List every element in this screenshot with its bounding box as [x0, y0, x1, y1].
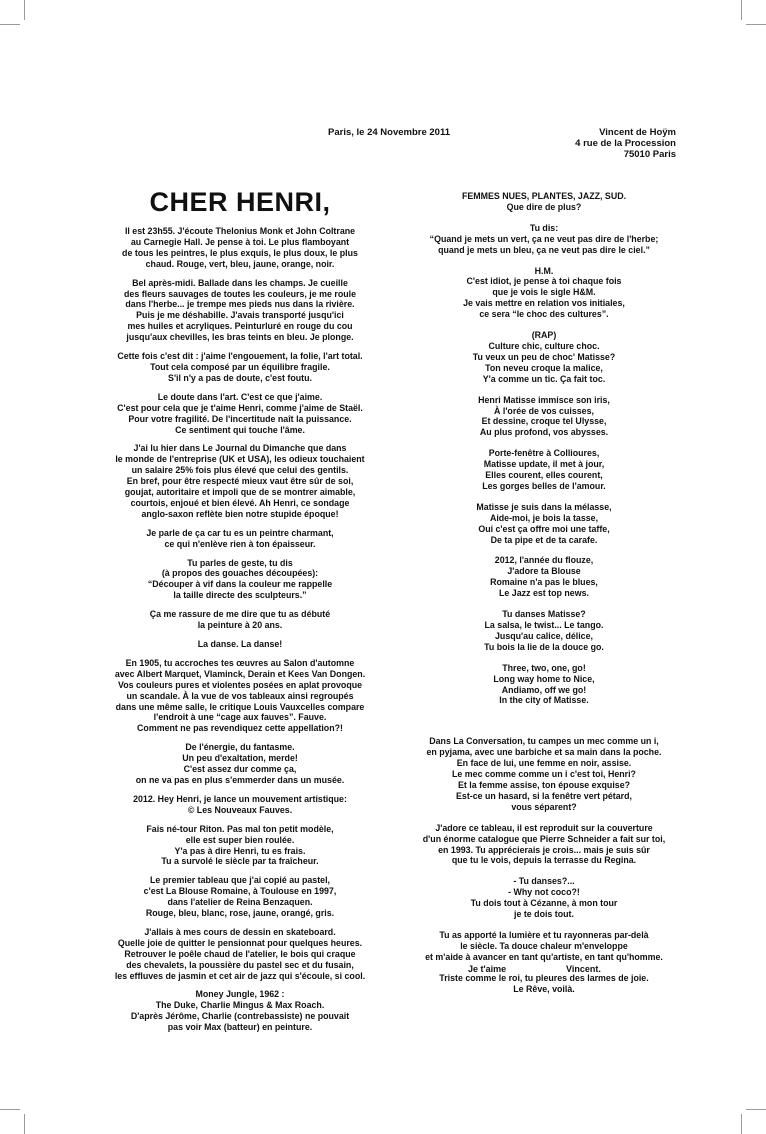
paragraph-spacer: [388, 599, 700, 609]
text-line: que tu le vois, depuis la terrasse du Regina.: [451, 855, 637, 866]
text-line: Henri Matisse immisce son iris,: [478, 394, 610, 405]
text-line: Vos couleurs pures et violentes posées en aplat provoque: [117, 679, 363, 690]
crop-mark: [24, 0, 25, 20]
letter-paragraph: [84, 609, 396, 631]
text-line: The Duke, Charlie Mingus & Max Roach.: [155, 1000, 325, 1011]
letter-paragraph: [388, 876, 700, 920]
letter-paragraph: [388, 330, 700, 385]
text-line: l'endroit à une “cage aux fauves”. Fauve.: [153, 712, 327, 723]
text-line: c'est La Blouse Romaine, à Toulouse en 1997,: [143, 886, 337, 897]
letter-paragraph: [388, 973, 700, 995]
paragraph-spacer: [84, 867, 396, 875]
text-line: Tu dois tout à Cézanne, à mon tour: [470, 898, 618, 909]
text-line: In the city of Matisse.: [499, 695, 589, 706]
letter-paragraph: [388, 663, 700, 707]
text-line: Je vais mettre en relation vos initiales,: [463, 298, 625, 309]
paragraph-spacer: [388, 256, 700, 266]
text-line: Un peu d'exaltation, merde!: [182, 753, 298, 764]
paragraph-spacer: [388, 963, 700, 973]
letter-paragraph: [84, 875, 396, 919]
text-line: Que dire de plus?: [506, 201, 582, 212]
paragraph-spacer: [84, 631, 396, 639]
text-line: En face de lui, une femme en noir, assise.: [456, 758, 632, 769]
letter-paragraph: [84, 927, 396, 982]
text-line: Tu parles de geste, tu dis: [187, 557, 293, 568]
text-line: 2012, l'année du flouze,: [494, 555, 594, 566]
signature-closing: Je t'aime: [468, 964, 507, 974]
crop-mark: [746, 24, 766, 25]
letter-right-column: [388, 191, 700, 994]
text-line: Le Rêve, voilà.: [513, 983, 575, 994]
letter-paragraph: [388, 736, 700, 812]
letter-paragraph: [388, 223, 700, 256]
paragraph-spacer: [84, 816, 396, 824]
sender-street: 4 rue de la Procession: [575, 138, 676, 149]
crop-mark: [746, 1109, 766, 1110]
text-line: le siècle. Ta douce chaleur m'enveloppe: [460, 940, 628, 951]
text-line: J'ai lu hier dans Le Journal du Dimanche que dans: [133, 443, 347, 454]
text-line: La salsa, le twist... Le tango.: [484, 620, 604, 630]
paragraph-spacer: [84, 786, 396, 794]
text-line: elle est super bien roulée.: [185, 834, 295, 845]
text-line: Au plus profond, vos abysses.: [479, 427, 609, 438]
letter-paragraph: [84, 278, 396, 343]
paragraph-spacer: [84, 650, 396, 658]
text-line: Dans La Conversation, tu campes un mec comme un i,: [429, 736, 659, 747]
text-line: D'après Jérôme, Charlie (contrebassiste) ne pouvait: [130, 1011, 350, 1022]
text-line: De ta pipe et de ta carafe.: [490, 534, 598, 545]
paragraph-spacer: [388, 653, 700, 663]
letter-paragraph: [388, 555, 700, 599]
text-line: Tu a survolé le siècle par ta fraîcheur.: [161, 856, 319, 867]
text-line: C'est pour cela que je t'aime Henri, comme j'aime de Staël.: [117, 402, 363, 413]
text-line: avec Albert Marquet, Vlaminck, Derain et Kees Van Dongen.: [114, 668, 366, 679]
text-line: Culture chic, culture choc.: [488, 340, 600, 351]
letter-paragraph: [84, 351, 396, 384]
text-line: J'allais à mes cours de dessin en skateboard.: [144, 926, 336, 937]
text-line: en pyjama, avec une barbiche et sa main dans la poche.: [426, 747, 662, 758]
text-line: dans l'atelier de Reina Benzaquen.: [167, 897, 313, 908]
paragraph-spacer: [388, 438, 700, 448]
letter-date: Paris, le 24 Novembre 2011: [328, 127, 450, 138]
paragraph-spacer: [84, 734, 396, 742]
text-line: Fais né-tour Riton. Pas mal ton petit modèle,: [146, 823, 334, 834]
text-line: S'il n'y a pas de doute, c'est foutu.: [168, 372, 312, 383]
sender-name: Vincent de Hoÿm: [599, 127, 676, 138]
paragraph-spacer: [84, 601, 396, 609]
sender-address: [560, 127, 676, 160]
crop-mark: [24, 1114, 25, 1134]
text-line: Bel après-midi. Ballade dans les champs. Je cueille: [132, 277, 348, 288]
paragraph-spacer: [84, 343, 396, 351]
text-line: Elles courent, elles courent,: [485, 470, 603, 481]
letter-paragraph: [388, 502, 700, 546]
letter-paragraph: [84, 742, 396, 786]
letter-paragraph: [84, 528, 396, 550]
text-line: je te dois tout.: [514, 909, 574, 920]
crop-mark: [0, 1109, 20, 1110]
paragraph-spacer: [84, 550, 396, 558]
text-line: Les gorges belles de l'amour.: [482, 480, 606, 491]
text-line: 2012. Hey Henri, je lance un mouvement artistique:: [133, 793, 347, 804]
text-line: et m'aide à avancer en tant qu'artiste, en tant qu'homme.: [425, 951, 663, 962]
letter-left-column: [84, 226, 396, 1033]
crop-mark: [0, 24, 20, 25]
paragraph-spacer: [84, 435, 396, 443]
paragraph-spacer: [84, 919, 396, 927]
paragraph-spacer: [84, 520, 396, 528]
letter-paragraph: [84, 226, 396, 270]
text-line: courtois, enjoué et bien élevé. Ah Henri, ce sondage: [130, 497, 350, 508]
text-line: (RAP): [531, 330, 557, 341]
paragraph-spacer: [84, 270, 396, 278]
text-line: que je vois le sigle H&M.: [492, 287, 596, 298]
text-line: d'un énorme catalogue que Pierre Schneider a fait sur toi,: [422, 833, 666, 844]
text-line: de tous les peintres, le plus exquis, le plus doux, le plus: [122, 247, 358, 258]
text-line: Retrouver le poêle chaud de l'atelier, le bois qui craque: [124, 948, 356, 959]
text-line: Tout cela composé par un équilibre fragile.: [150, 361, 330, 372]
paragraph-spacer: [388, 385, 700, 395]
paragraph-spacer: [388, 920, 700, 930]
text-line: C'est idiot, je pense à toi chaque fois: [466, 276, 622, 287]
text-line: Long way home to Nice,: [493, 673, 595, 684]
text-line: - Why not coco?!: [508, 887, 580, 898]
text-line: Tu bois la lie de la douce go.: [484, 641, 604, 652]
text-line: FEMMES NUES, PLANTES, JAZZ, SUD.: [461, 191, 627, 201]
text-line: un scandale. À la vue de vos tableaux ainsi regroupés: [126, 690, 354, 701]
text-line: anglo-saxon reflète bien notre stupide époque!: [141, 508, 339, 519]
text-line: chaud. Rouge, vert, bleu, jaune, orange, noir.: [145, 258, 335, 269]
text-line: Le premier tableau que j'ai copié au pastel,: [149, 875, 331, 886]
text-line: Rouge, bleu, blanc, rose, jaune, orangé, gris.: [145, 908, 335, 919]
paragraph-spacer: [84, 384, 396, 392]
text-line: Andiamo, off we go!: [501, 684, 587, 695]
letter-paragraph: [388, 930, 700, 963]
text-line: (à propos des gouaches découpées):: [161, 568, 319, 579]
text-line: Ce sentiment qui touche l'âme.: [175, 424, 305, 435]
letter-paragraph: [84, 639, 396, 650]
text-line: Je parle de ça car tu es un peintre charmant,: [146, 527, 334, 538]
letter-paragraph: [84, 443, 396, 519]
text-line: Est-ce un hasard, si la fenêtre vert pétard,: [456, 790, 632, 801]
text-line: Aide-moi, je bois la tasse,: [489, 512, 599, 523]
text-line: quand je mets un bleu, ça ne veut pas dire le ciel.”: [438, 244, 650, 255]
text-line: De l'énergie, du fantasme.: [185, 742, 295, 753]
text-line: Matisse update, il met à jour,: [483, 459, 605, 470]
text-line: “Découper à vif dans la couleur me rappelle: [147, 579, 333, 590]
text-line: Cette fois c'est dit : j'aime l'engouement, la folie, l'art total.: [117, 351, 363, 362]
text-line: Le Jazz est top news.: [499, 588, 589, 599]
letter-paragraph: [388, 823, 700, 867]
text-line: Matisse je suis dans la mélasse,: [476, 501, 612, 512]
text-line: Money Jungle, 1962 :: [195, 989, 285, 1000]
sender-city: 75010 Paris: [623, 149, 676, 160]
text-line: on ne va pas en plus s'emmerder dans un musée.: [135, 774, 345, 785]
text-line: Il est 23h55. J'écoute Thelonius Monk et John Coltrane: [124, 226, 356, 236]
text-line: J'adore ta Blouse: [507, 566, 581, 577]
text-line: “Quand je mets un vert, ça ne veut pas dire de l'herbe;: [429, 233, 659, 244]
text-line: Puis je me déshabille. J'avais transporté jusqu'ici: [136, 310, 344, 321]
paragraph-spacer: [388, 492, 700, 502]
text-line: mes huiles et acryliques. Peinturluré en rouge du cou: [127, 321, 353, 332]
text-line: - Tu danses?...: [513, 876, 575, 887]
text-line: vous séparent?: [511, 801, 577, 812]
letter-paragraph: [84, 989, 396, 1033]
letter-salutation: CHER HENRI,: [149, 187, 331, 217]
paragraph-spacer: [388, 320, 700, 330]
letter-paragraph: [388, 395, 700, 439]
text-line: En 1905, tu accroches tes œuvres au Salon d'automne: [125, 657, 355, 668]
text-line: H.M.: [534, 265, 554, 276]
text-line: en 1993. Tu apprécierais je crois... mais je suis sûr: [438, 844, 650, 855]
text-line: un salaire 25% fois plus élevé que celui des gentils.: [131, 465, 349, 476]
text-line: Ça me rassure de me dire que tu as débuté: [149, 609, 331, 620]
text-line: Le mec comme comme un i c'est toi, Henri?: [452, 769, 636, 780]
text-line: des chevalets, la poussière du pastel sec et du fusain,: [126, 959, 354, 970]
text-line: goujat, autoritaire et impoli que de se montrer aimable,: [124, 487, 356, 498]
text-line: le monde de l'entreprise (UK et USA), les odieux touchaient: [115, 454, 365, 465]
paragraph-spacer: [388, 545, 700, 555]
text-line: les effluves de jasmin et cet air de jazz qui s'écoule, si cool.: [114, 970, 366, 981]
text-line: Porte-fenêtre à Collioures,: [488, 448, 600, 459]
text-line: ce sera “le choc des cultures”.: [479, 309, 609, 320]
letter-paragraph: [388, 609, 700, 653]
text-line: Pour votre fragilité. De l'incertitude naît la puissance.: [128, 413, 352, 424]
section-spacer: [388, 706, 700, 736]
crop-mark: [741, 1114, 742, 1134]
letter-paragraph: [84, 392, 396, 436]
text-line: Tu dis:: [529, 222, 559, 233]
text-line: pas voir Max (batteur) en peinture.: [167, 1022, 313, 1033]
text-line: Tu veux un peu de choc' Matisse?: [472, 351, 616, 362]
text-line: Y'a comme un tic. Ça fait toc.: [482, 373, 606, 384]
text-line: © Les Nouveaux Fauves.: [187, 804, 293, 815]
paragraph-spacer: [388, 866, 700, 876]
text-line: Romaine n'a pas le blues,: [490, 577, 598, 588]
letter-paragraph: [84, 824, 396, 868]
text-line: ce qui n'enlève rien à ton épaisseur.: [164, 538, 316, 549]
letter-paragraph: [84, 794, 396, 816]
letter-paragraph: [84, 558, 396, 602]
letter-paragraph: [84, 658, 396, 734]
text-line: Et la femme assise, ton épouse exquise?: [457, 779, 631, 790]
paragraph-spacer: [84, 981, 396, 989]
text-line: Le doute dans l'art. C'est ce que j'aime.: [157, 391, 323, 402]
text-line: Et dessine, croque tel Ulysse,: [481, 416, 607, 427]
letter-paragraph: [388, 191, 700, 213]
text-line: dans une même salle, le critique Louis Vauxcelles compare: [115, 701, 365, 712]
text-line: J'adore ce tableau, il est reproduit sur la couverture: [435, 822, 653, 833]
text-line: la taille directe des sculpteurs.”: [173, 590, 307, 601]
text-line: Triste comme le roi, tu pleures des larmes de joie.: [439, 972, 649, 983]
text-line: En bref, pour être respecté mieux vaut être sûr de soi,: [126, 476, 354, 487]
letter-paragraph: [388, 266, 700, 321]
text-line: La danse. La danse!: [197, 639, 283, 649]
text-line: Tu danses Matisse?: [502, 609, 586, 620]
letter-paragraph: [388, 448, 700, 492]
text-line: Y'a pas à dire Henri, tu es frais.: [174, 845, 306, 856]
text-line: Three, two, one, go!: [502, 662, 586, 673]
text-line: au Carnegie Hall. Je pense à toi. Le plus flamboyant: [130, 236, 350, 247]
text-line: Quelle joie de quitter le pensionnat pour quelques heures.: [117, 937, 363, 948]
text-line: À l'orée de vos cuisses,: [494, 405, 594, 416]
text-line: dans l'herbe... je trempe mes pieds nus dans la rivière.: [125, 299, 355, 310]
crop-mark: [741, 0, 742, 20]
text-line: des fleurs sauvages de toutes les couleurs, je me roule: [124, 288, 356, 299]
text-line: la peinture à 20 ans.: [197, 620, 283, 631]
text-line: Ton neveu croque la malice,: [485, 362, 603, 373]
text-line: Oui c'est ça offre moi une taffe,: [478, 523, 610, 534]
paragraph-spacer: [388, 813, 700, 823]
text-line: Tu as apporté la lumière et tu rayonneras par-delà: [439, 929, 649, 940]
text-line: Jusqu'au calice, délice,: [495, 630, 593, 641]
text-line: jusqu'aux chevilles, les bras teints en bleu. Je plonge.: [126, 332, 354, 343]
text-line: C'est assez dur comme ça,: [183, 764, 297, 775]
signature-name: Vincent.: [566, 964, 601, 974]
text-line: Comment ne pas revendiquez cette appellation?!: [137, 723, 343, 734]
paragraph-spacer: [388, 213, 700, 223]
